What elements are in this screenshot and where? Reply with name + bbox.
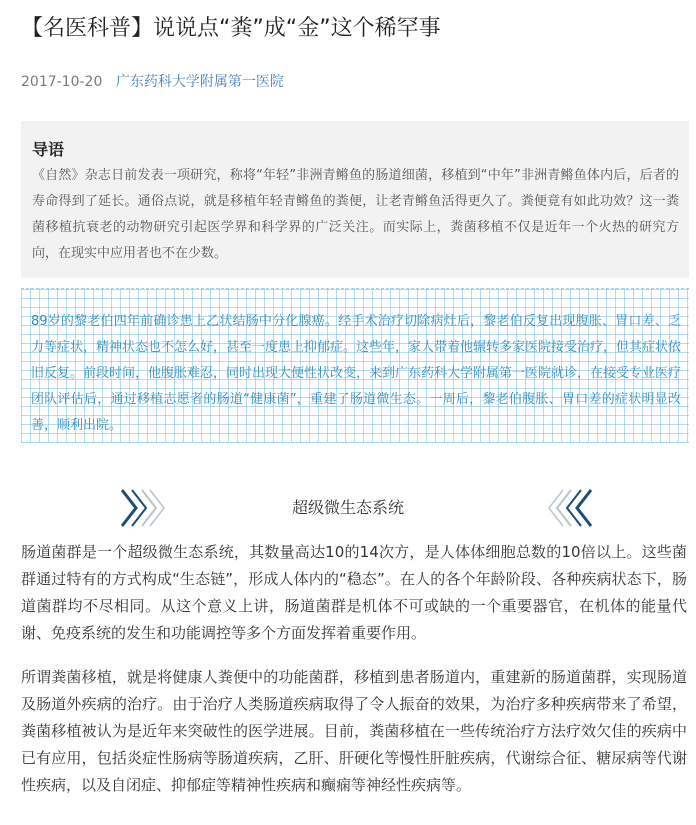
- case-story-text: 89岁的黎老伯四年前确诊患上乙状结肠中分化腺癌。经手术治疗切除病灶后，黎老伯反复出现腹胀、胃口差、乏力等症状，精神状态也不怎么好，甚至一度患上抑郁症。这些年，家人带着他辗转多家医院接受治疗，但其症状依旧反复。前段时间，他腹胀难忍，同时出现大便性状改变，来到广东药科大学附属第一医院就诊，在接受专业医疗团队评估后，通过移植志愿者的肠道“健康菌”，重建了肠道微生态。一周后，黎老伯腹胀、胃口差的症状明显改善，顺利出院。: [31, 314, 682, 433]
- intro-box: [21, 121, 689, 278]
- chevron-left-icon: [545, 488, 593, 528]
- section-title: 超级微生态系统: [291, 498, 404, 517]
- article-title: 【名医科普】说说点“粪”成“金”这个稀罕事: [21, 16, 441, 41]
- intro-heading: 导语: [32, 140, 65, 159]
- intro-body: 《自然》杂志日前发表一项研究，称将“年轻”非洲青鳉鱼的肠道细菌，移植到“中年”非洲青鳉鱼体内后，后者的寿命得到了延长。通俗点说，就是移植年轻青鳉鱼的粪便，让老青鳉鱼活得更久了。粪便竟有如此功效？这一粪菌移植抗衰老的动物研究引起医学界和科学界的广泛关注。而实际上，粪菌移植不仅是近年一个火热的研究方向，在现实中应用者也不在少数。: [32, 168, 679, 261]
- source-link[interactable]: 广东药科大学附属第一医院: [115, 74, 284, 90]
- paragraph-microbiota: 肠道菌群是一个超级微生态系统，其数量高达10的14次方，是人体体细胞总数的10倍以上。这些菌群通过特有的方式构成“生态链”，形成人体内的“稳态”。在人的各个年龄阶段、各种疾病状态下，肠道菌群均不尽相同。从这个意义上讲，肠道菌群是机体不可或缺的一个重要器官，在机体的能量代谢、免疫系统的发生和功能调控等多个方面发挥着重要作用。: [21, 543, 687, 642]
- paragraph-fmt: 所谓粪菌移植，就是将健康人粪便中的功能菌群，移植到患者肠道内，重建新的肠道菌群，实现肠道及肠道外疾病的治疗。由于治疗人类肠道疾病取得了令人振奋的效果，为治疗多种疾病带来了希望，粪菌移植被认为是近年来突破性的医学进展。目前，粪菌移植在一些传统治疗方法疗效欠佳的疾病中已有应用，包括炎症性肠病等肠道疾病，乙肝、肝硬化等慢性肝脏疾病，代谢综合征、糖尿病等代谢性疾病，以及自闭症、抑郁症等精神性疾病和癫痫等神经性疾病等。: [21, 668, 687, 794]
- section-header: [0, 488, 696, 528]
- case-story-box: [21, 288, 689, 443]
- publish-date: 2017-10-20: [21, 74, 103, 90]
- article-meta: [21, 71, 284, 93]
